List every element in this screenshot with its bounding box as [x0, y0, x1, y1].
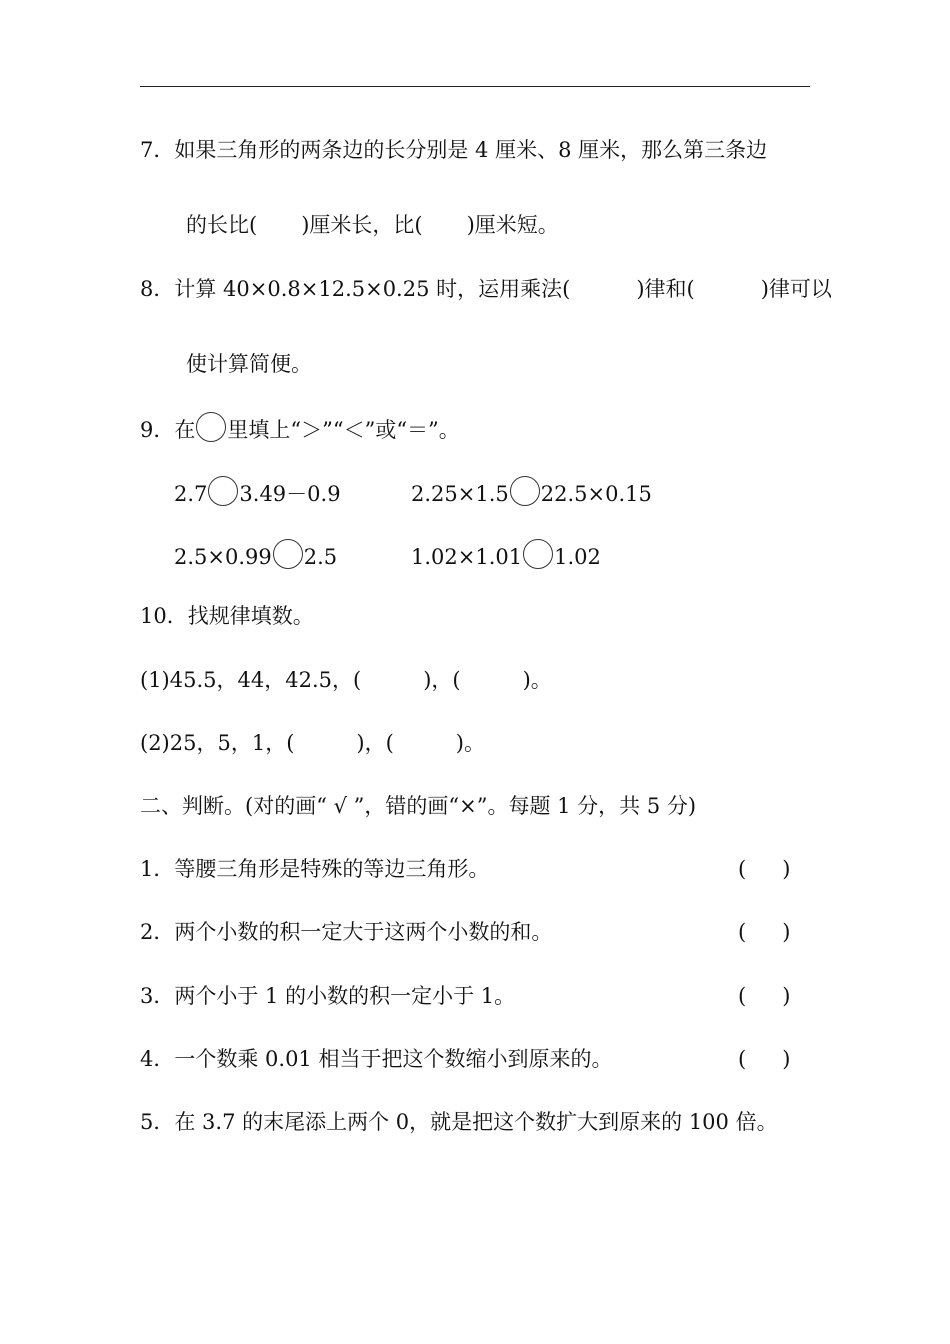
q9-item-3: 2.5×0.99 2.5	[174, 539, 337, 571]
q7-line2: 的长比( )厘米长，比( )厘米短。	[186, 213, 559, 237]
judge-answer-1[interactable]: ( )	[738, 857, 791, 881]
judge-item-3: 3．两个小于 1 的小数的积一定小于 1。	[140, 984, 516, 1008]
q10-part2: (2)25，5，1，( )，( )。	[140, 731, 485, 755]
q9-item-2: 2.25×1.5 22.5×0.15	[411, 476, 652, 508]
q8-line1: 8．计算 40×0.8×12.5×0.25 时，运用乘法( )律和( )律可以	[140, 277, 832, 301]
judge-answer-4[interactable]: ( )	[738, 1047, 791, 1071]
q10-part1: (1)45.5，44，42.5，( )，( )。	[140, 668, 552, 692]
section2-title: 二、判断。(对的画“ √ ”，错的画“×”。每题 1 分，共 5 分)	[140, 794, 697, 818]
q8-line2: 使计算简便。	[186, 352, 312, 376]
judge-item-5: 5．在 3.7 的末尾添上两个 0，就是把这个数扩大到原来的 100 倍。	[140, 1110, 778, 1134]
q10-title: 10．找规律填数。	[140, 604, 314, 628]
q9-title: 9．在 里填上“＞”“＜”或“＝”。	[140, 412, 460, 444]
judge-answer-3[interactable]: ( )	[738, 984, 791, 1008]
judge-item-2: 2．两个小数的积一定大于这两个小数的和。	[140, 920, 553, 944]
judge-item-1: 1．等腰三角形是特殊的等边三角形。	[140, 857, 490, 881]
answer-circle-1[interactable]	[208, 476, 238, 506]
answer-circle-3[interactable]	[273, 539, 303, 569]
top-rule	[140, 86, 810, 87]
compare-circle-icon	[196, 412, 226, 442]
judge-item-4: 4．一个数乘 0.01 相当于把这个数缩小到原来的。	[140, 1047, 613, 1071]
answer-circle-2[interactable]	[510, 476, 540, 506]
judge-answer-2[interactable]: ( )	[738, 920, 791, 944]
q7-line1: 7．如果三角形的两条边的长分别是 4 厘米、8 厘米，那么第三条边	[140, 138, 768, 162]
answer-circle-4[interactable]	[523, 539, 553, 569]
q9-item-1: 2.7 3.49－0.9	[174, 476, 341, 508]
q9-item-4: 1.02×1.01 1.02	[411, 539, 601, 571]
